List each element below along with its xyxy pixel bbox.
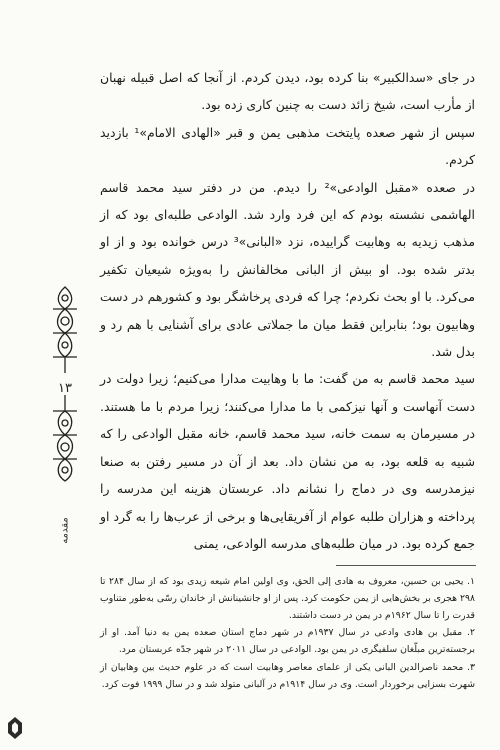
- footnote-1: ۱. یحیی بن حسین، معروف به هادی إلی الحق، وی اولین امام شیعه زیدی بود که از سال ۲۸۴ تا ۲۹۸ هجری بر بخش‌هایی از یمن حکومت کرد. پس از او جانشینانش از خاندان رسّی به‌طور متناوب قدرت را تا سال ۱۹۶۲م در یمن در دست داشتند.: [100, 576, 475, 621]
- arabesque-ornament-icon: [50, 393, 80, 483]
- paragraph-3: در صعده «مقبل الوادعی»² را دیدم. من در دفتر سید محمد قاسم الهاشمی نشسته بودم که این فرد وارد شد. الوادعی طلبه‌ای بود که از مذهب زیدیه به وهابیت گراییده، نزد «البانی»³ درس خوانده بود و از او بدتر شده بود. او بیش از البانی مخالفانش را به‌ویژه شیعیان تکفیر می‌کرد. با او بحث نکردم؛ چرا که فردی پرخاشگر بود و کشورهم در دست وهابیون بود؛ بنابراین فقط میان ما جملاتی عادی برای آشنایی با هم رد و بدل شد.: [100, 179, 475, 360]
- paragraph-1: در جای «سدالکبیر» بنا کرده بود، دیدن کردم. از آنجا که اصل قبیله نهبان از مأرب است، شیخ زائد دست به چنین کاری زده بود.: [100, 70, 475, 113]
- footnote-divider: [336, 565, 476, 566]
- margin-ornament: [40, 285, 90, 585]
- body-text: [100, 64, 475, 557]
- footnotes: [100, 574, 475, 695]
- paragraph-4: سید محمد قاسم به من گفت: ما با وهابیت مدارا می‌کنیم؛ زیرا دولت در دست آنهاست و آنها نیزکمی با ما مدارا می‌کنند؛ زیرا مردم با ما هستند. در مسیرمان به سمت خانه، سید محمد قاسم، خانه مقبل الوادعی را که شبیه به قلعه بود، به من نشان داد. بعد از آن در مسیر رفتن به صنعا نیزمدرسه وی در دماج را نشانم داد. عربستان هزینه این مدرسه را پرداخته و هزاران طلبه عوام از آفریقایی‌ها و برخی از عرب‌ها را به گرد او جمع کرده بود. در میان طلبه‌های مدرسه الوادعی، یمنی: [100, 371, 475, 551]
- footnote-2: ۲. مقبل بن هادی وادعی در سال ۱۹۳۷م در شهر دماج استان صعده یمن به دنیا آمد. او از برجسته‌ترین مبلّغان سلفیگری در یمن بود. الوادعی در سال ۲۰۱۱ در شهر جدّه عربستان مرد.: [100, 627, 475, 656]
- paragraph-2: سپس از شهر صعده پایتخت مذهبی یمن و قبر «الهادی الامام»¹ بازدید کردم.: [100, 124, 475, 168]
- footnote-3: ۳. محمد ناصرالدین البانی یکی از علمای معاصر وهابیت است که در علوم حدیث بین وهابیان از شهرت بسزایی برخوردار است. وی در سال ۱۹۱۴م در آلبانی متولد شد و در سال ۱۹۹۹ فوت کرد.: [100, 661, 475, 690]
- section-label-text: مقدمه: [59, 516, 71, 544]
- page-number: ۱۳: [58, 381, 72, 396]
- section-label: [40, 490, 90, 570]
- publisher-mark-icon: [6, 716, 24, 740]
- arabesque-ornament-icon: [50, 285, 80, 375]
